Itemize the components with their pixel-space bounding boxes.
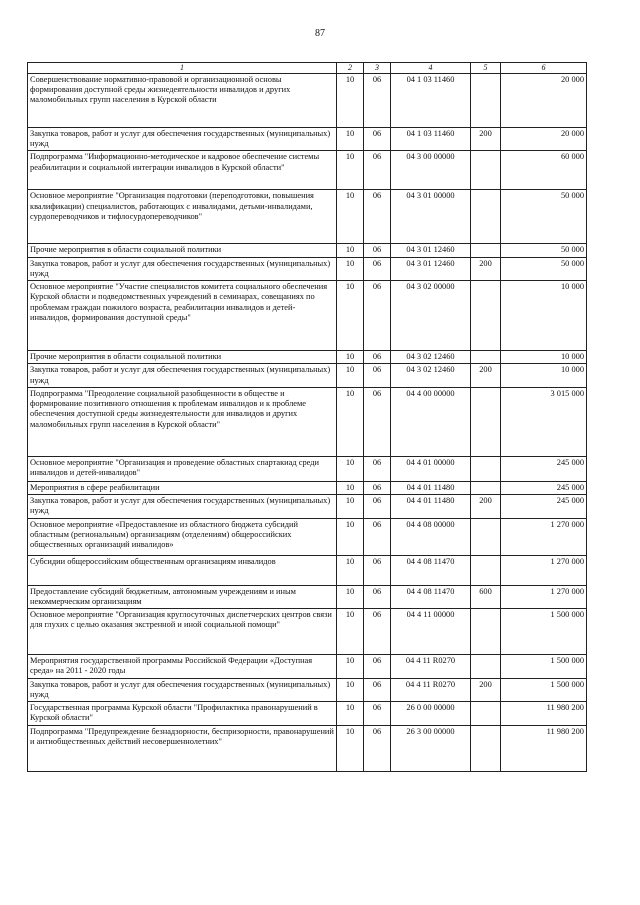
row-sum-cell: 1 500 000 xyxy=(501,609,587,655)
table-row xyxy=(28,257,587,281)
row-sum-cell: 3 015 000 xyxy=(501,387,587,456)
row-prz-cell: 06 xyxy=(364,655,391,679)
table-row xyxy=(28,73,587,127)
row-csr-cell: 04 4 01 11480 xyxy=(391,481,471,494)
row-sum-cell: 50 000 xyxy=(501,190,587,244)
row-name-cell: Закупка товаров, работ и услуг для обеспечения государственных (муниципальных) нужд xyxy=(28,127,337,151)
row-vr-cell: 200 xyxy=(471,364,501,388)
row-csr-cell: 04 4 11 00000 xyxy=(391,609,471,655)
row-sum-cell: 1 500 000 xyxy=(501,655,587,679)
row-sum-cell: 1 270 000 xyxy=(501,518,587,555)
row-prz-cell: 06 xyxy=(364,127,391,151)
row-prz-cell: 06 xyxy=(364,495,391,519)
row-rz-cell: 10 xyxy=(337,555,364,585)
row-vr-cell xyxy=(471,555,501,585)
row-csr-cell: 04 4 11 R0270 xyxy=(391,678,471,702)
row-prz-cell: 06 xyxy=(364,481,391,494)
row-name-cell: Прочие мероприятия в области социальной политики xyxy=(28,244,337,257)
row-rz-cell: 10 xyxy=(337,585,364,609)
row-sum-cell: 1 270 000 xyxy=(501,585,587,609)
row-sum-cell: 245 000 xyxy=(501,481,587,494)
table-row xyxy=(28,456,587,481)
row-rz-cell: 10 xyxy=(337,387,364,456)
table-body xyxy=(28,73,587,771)
row-csr-cell: 04 1 03 11460 xyxy=(391,73,471,127)
row-name-cell: Закупка товаров, работ и услуг для обеспечения государственных (муниципальных) нужд xyxy=(28,364,337,388)
row-vr-cell xyxy=(471,151,501,190)
row-sum-cell: 11 980 200 xyxy=(501,702,587,726)
row-csr-cell: 04 4 08 11470 xyxy=(391,555,471,585)
row-csr-cell: 26 0 00 00000 xyxy=(391,702,471,726)
row-name-cell: Основное мероприятие "Участие специалистов комитета социального обеспечения Курской области и подведомственных учреждений в семинарах, совещаниях по проблемам граждан пожилого возраста, реабилитации инвалидов и детей-инвалидов, формирования доступной среды" xyxy=(28,281,337,351)
row-name-cell: Основное мероприятие "Организация и проведение областных спартакиад среди инвалидов и детей-инвалидов" xyxy=(28,456,337,481)
row-rz-cell: 10 xyxy=(337,702,364,726)
row-csr-cell: 04 4 01 00000 xyxy=(391,456,471,481)
row-vr-cell: 200 xyxy=(471,257,501,281)
row-vr-cell: 200 xyxy=(471,127,501,151)
table-row xyxy=(28,495,587,519)
row-csr-cell: 04 1 03 11460 xyxy=(391,127,471,151)
budget-table xyxy=(27,62,587,772)
row-prz-cell: 06 xyxy=(364,585,391,609)
row-rz-cell: 10 xyxy=(337,364,364,388)
row-prz-cell: 06 xyxy=(364,151,391,190)
row-vr-cell: 600 xyxy=(471,585,501,609)
row-vr-cell xyxy=(471,190,501,244)
row-prz-cell: 06 xyxy=(364,456,391,481)
row-vr-cell xyxy=(471,725,501,771)
row-csr-cell: 04 3 00 00000 xyxy=(391,151,471,190)
header-col-6: 6 xyxy=(501,63,587,74)
table-row xyxy=(28,555,587,585)
row-rz-cell: 10 xyxy=(337,244,364,257)
table-row xyxy=(28,609,587,655)
row-rz-cell: 10 xyxy=(337,456,364,481)
row-csr-cell: 04 4 00 00000 xyxy=(391,387,471,456)
header-col-1: 1 xyxy=(28,63,337,74)
row-prz-cell: 06 xyxy=(364,364,391,388)
row-sum-cell: 245 000 xyxy=(501,495,587,519)
table-row xyxy=(28,244,587,257)
row-csr-cell: 04 3 01 12460 xyxy=(391,257,471,281)
row-sum-cell: 20 000 xyxy=(501,73,587,127)
row-prz-cell: 06 xyxy=(364,518,391,555)
row-vr-cell xyxy=(471,456,501,481)
row-rz-cell: 10 xyxy=(337,151,364,190)
table-row xyxy=(28,364,587,388)
table-row xyxy=(28,678,587,702)
row-prz-cell: 06 xyxy=(364,257,391,281)
row-rz-cell: 10 xyxy=(337,281,364,351)
row-sum-cell: 1 500 000 xyxy=(501,678,587,702)
row-rz-cell: 10 xyxy=(337,678,364,702)
row-vr-cell xyxy=(471,351,501,364)
row-prz-cell: 06 xyxy=(364,387,391,456)
row-prz-cell: 06 xyxy=(364,609,391,655)
row-vr-cell xyxy=(471,244,501,257)
table-row xyxy=(28,151,587,190)
row-name-cell: Основное мероприятие "Организация подготовки (переподготовки, повышения квалификации) специалистов, работающих с инвалидами, детьми-инвалидами, сурдопереводчиков и тифлосурдопереводчиков" xyxy=(28,190,337,244)
table-row xyxy=(28,702,587,726)
row-rz-cell: 10 xyxy=(337,190,364,244)
row-csr-cell: 04 3 02 12460 xyxy=(391,364,471,388)
row-name-cell: Основное мероприятие «Предоставление из областного бюджета субсидий областным (региональным) организациям (отделениям) общероссийских общественных организаций инвалидов» xyxy=(28,518,337,555)
row-csr-cell: 04 3 01 00000 xyxy=(391,190,471,244)
row-prz-cell: 06 xyxy=(364,281,391,351)
row-vr-cell xyxy=(471,481,501,494)
row-prz-cell: 06 xyxy=(364,73,391,127)
row-vr-cell xyxy=(471,609,501,655)
row-name-cell: Мероприятия в сфере реабилитации xyxy=(28,481,337,494)
row-rz-cell: 10 xyxy=(337,481,364,494)
row-rz-cell: 10 xyxy=(337,351,364,364)
row-rz-cell: 10 xyxy=(337,73,364,127)
row-prz-cell: 06 xyxy=(364,190,391,244)
row-prz-cell: 06 xyxy=(364,351,391,364)
table-row xyxy=(28,190,587,244)
row-name-cell: Совершенствование нормативно-правовой и организационной основы формирования доступной среды жизнедеятельности инвалидов и других маломобильных групп населения в Курской области xyxy=(28,73,337,127)
row-vr-cell: 200 xyxy=(471,495,501,519)
row-sum-cell: 20 000 xyxy=(501,127,587,151)
row-name-cell: Мероприятия государственной программы Российской Федерации «Доступная среда» на 2011 - 2020 годы xyxy=(28,655,337,679)
row-csr-cell: 04 3 02 12460 xyxy=(391,351,471,364)
table-row xyxy=(28,585,587,609)
row-name-cell: Основное мероприятие "Организация круглосуточных диспетчерских центров связи для глухих с целью оказания экстренной и иной социальной помощи" xyxy=(28,609,337,655)
row-csr-cell: 04 4 08 11470 xyxy=(391,585,471,609)
row-name-cell: Закупка товаров, работ и услуг для обеспечения государственных (муниципальных) нужд xyxy=(28,678,337,702)
row-sum-cell: 10 000 xyxy=(501,351,587,364)
table-header-row xyxy=(28,63,587,74)
row-csr-cell: 04 3 01 12460 xyxy=(391,244,471,257)
row-csr-cell: 04 4 11 R0270 xyxy=(391,655,471,679)
page-number: 87 xyxy=(315,28,325,39)
row-vr-cell xyxy=(471,387,501,456)
header-col-5: 5 xyxy=(471,63,501,74)
row-name-cell: Закупка товаров, работ и услуг для обеспечения государственных (муниципальных) нужд xyxy=(28,495,337,519)
row-rz-cell: 10 xyxy=(337,127,364,151)
row-rz-cell: 10 xyxy=(337,257,364,281)
table-row xyxy=(28,481,587,494)
row-vr-cell xyxy=(471,73,501,127)
row-rz-cell: 10 xyxy=(337,655,364,679)
row-prz-cell: 06 xyxy=(364,244,391,257)
row-sum-cell: 245 000 xyxy=(501,456,587,481)
table-row xyxy=(28,281,587,351)
table-row xyxy=(28,518,587,555)
row-rz-cell: 10 xyxy=(337,725,364,771)
row-vr-cell xyxy=(471,655,501,679)
row-name-cell: Подпрограмма "Информационно-методическое и кадровое обеспечение системы реабилитации и социальной интеграции инвалидов в Курской области" xyxy=(28,151,337,190)
row-csr-cell: 04 4 08 00000 xyxy=(391,518,471,555)
header-col-2: 2 xyxy=(337,63,364,74)
row-name-cell: Предоставление субсидий бюджетным, автономным учреждениям и иным некоммерческим организациям xyxy=(28,585,337,609)
row-sum-cell: 60 000 xyxy=(501,151,587,190)
row-prz-cell: 06 xyxy=(364,725,391,771)
row-sum-cell: 10 000 xyxy=(501,281,587,351)
row-name-cell: Прочие мероприятия в области социальной политики xyxy=(28,351,337,364)
row-sum-cell: 50 000 xyxy=(501,244,587,257)
row-csr-cell: 04 3 02 00000 xyxy=(391,281,471,351)
row-name-cell: Подпрограмма "Предупреждение безнадзорности, беспризорности, правонарушений и антиобщественных действий несовершеннолетних" xyxy=(28,725,337,771)
row-name-cell: Закупка товаров, работ и услуг для обеспечения государственных (муниципальных) нужд xyxy=(28,257,337,281)
row-vr-cell: 200 xyxy=(471,678,501,702)
row-vr-cell xyxy=(471,702,501,726)
row-rz-cell: 10 xyxy=(337,518,364,555)
table-row xyxy=(28,725,587,771)
table-row xyxy=(28,351,587,364)
row-csr-cell: 04 4 01 11480 xyxy=(391,495,471,519)
table-row xyxy=(28,655,587,679)
row-name-cell: Субсидии общероссийским общественным организациям инвалидов xyxy=(28,555,337,585)
row-csr-cell: 26 3 00 00000 xyxy=(391,725,471,771)
row-sum-cell: 50 000 xyxy=(501,257,587,281)
row-vr-cell xyxy=(471,518,501,555)
row-prz-cell: 06 xyxy=(364,678,391,702)
row-sum-cell: 10 000 xyxy=(501,364,587,388)
table-row xyxy=(28,127,587,151)
row-name-cell: Государственная программа Курской области "Профилактика правонарушений в Курской области" xyxy=(28,702,337,726)
table-row xyxy=(28,387,587,456)
row-rz-cell: 10 xyxy=(337,609,364,655)
row-prz-cell: 06 xyxy=(364,555,391,585)
row-sum-cell: 11 980 200 xyxy=(501,725,587,771)
row-name-cell: Подпрограмма "Преодоление социальной разобщенности в обществе и формирование позитивного отношения к проблемам инвалидов и к проблеме обеспечения доступной среды жизнедеятельности для инвалидов и других маломобильных групп населения в Курской области" xyxy=(28,387,337,456)
row-vr-cell xyxy=(471,281,501,351)
header-col-4: 4 xyxy=(391,63,471,74)
header-col-3: 3 xyxy=(364,63,391,74)
row-prz-cell: 06 xyxy=(364,702,391,726)
row-rz-cell: 10 xyxy=(337,495,364,519)
row-sum-cell: 1 270 000 xyxy=(501,555,587,585)
